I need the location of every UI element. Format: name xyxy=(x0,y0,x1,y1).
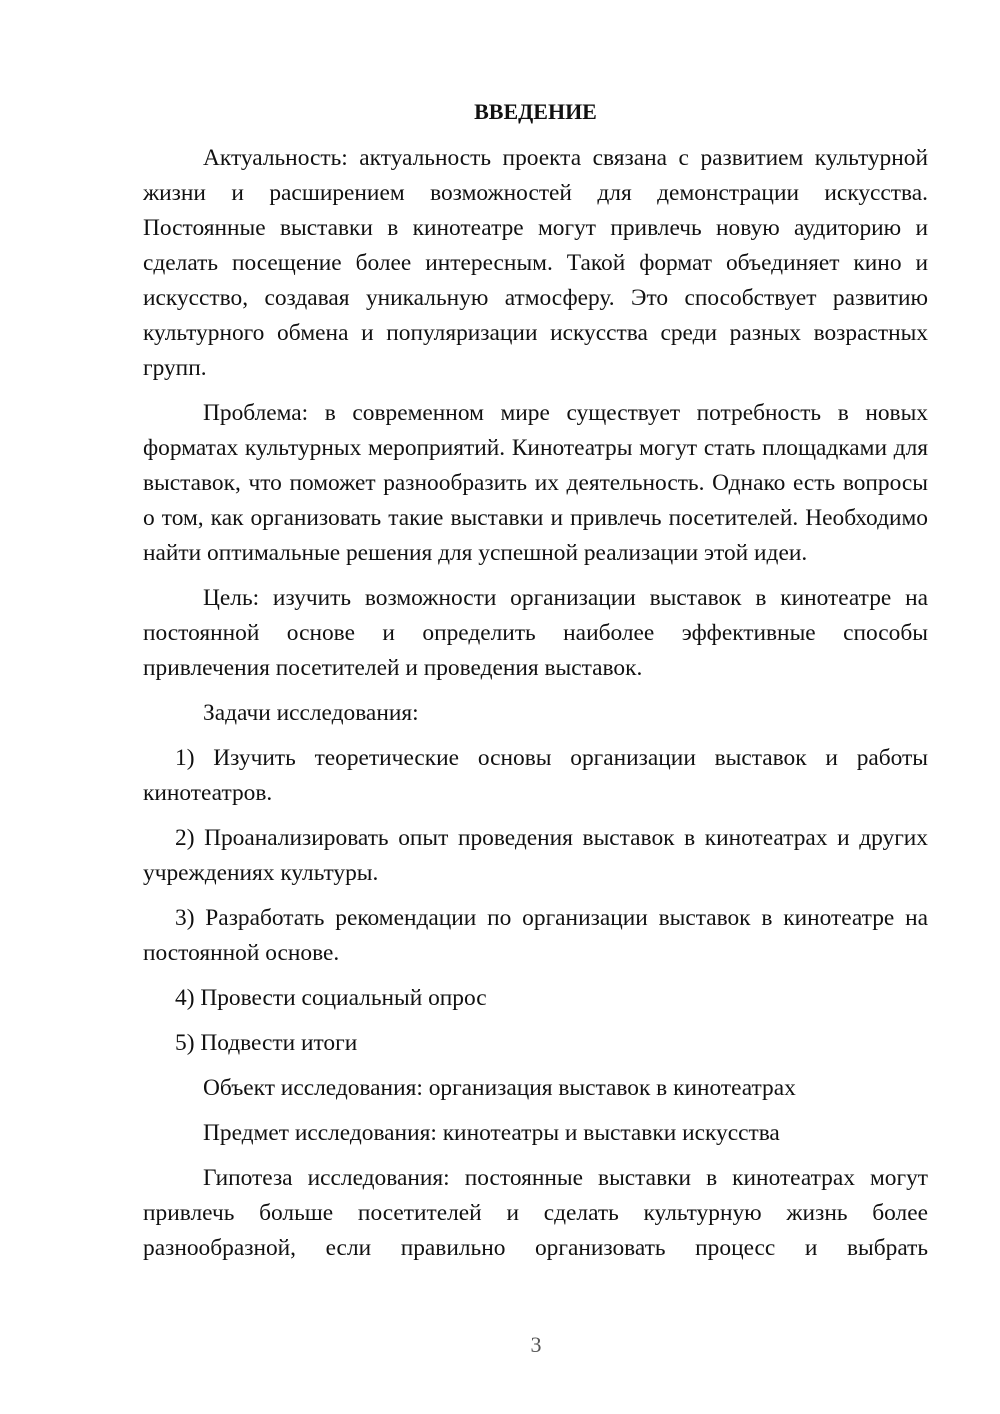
task-item-4: 4) Провести социальный опрос xyxy=(175,985,487,1011)
task-item-3: 3) Разработать рекомендации по организации выставок в кинотеатре на постоянной основе. xyxy=(143,905,928,966)
hypothesis-paragraph: Гипотеза исследования: постоянные выставки в кинотеатрах могут привлечь больше посетителей и сделать культурную жизнь более разнообразной, если правильно организовать процесс и выбрать xyxy=(143,1165,928,1261)
section-heading: ВВЕДЕНИЕ xyxy=(474,99,597,124)
relevance-paragraph: Актуальность: актуальность проекта связана с развитием культурной жизни и расширением возможностей для демонстрации искусства. Постоянные выставки в кинотеатре могут привлечь новую аудиторию и сделать посещение более интересным. Такой формат объединяет кино и искусство, создавая уникальную атмосферу. Это способствует развитию культурного обмена и популяризации искусства среди разных возрастных групп. xyxy=(143,145,928,381)
task-item-2: 2) Проанализировать опыт проведения выставок в кинотеатрах и других учреждениях культуры. xyxy=(143,825,928,886)
page-body xyxy=(143,94,928,1276)
tasks-heading: Задачи исследования: xyxy=(203,700,419,726)
goal-paragraph: Цель: изучить возможности организации выставок в кинотеатре на постоянной основе и определить наиболее эффективные способы привлечения посетителей и проведения выставок. xyxy=(143,585,928,681)
problem-paragraph: Проблема: в современном мире существует потребность в новых форматах культурных мероприятий. Кинотеатры могут стать площадками для выставок, что поможет разнообразить их деятельность. Однако есть вопросы о том, как организовать такие выставки и привлечь посетителей. Необходимо найти оптимальные решения для успешной реализации этой идеи. xyxy=(143,400,928,566)
subject-paragraph: Предмет исследования: кинотеатры и выставки искусства xyxy=(203,1120,780,1146)
object-paragraph: Объект исследования: организация выставок в кинотеатрах xyxy=(203,1075,796,1101)
task-item-1: 1) Изучить теоретические основы организации выставок и работы кинотеатров. xyxy=(143,745,928,806)
page-number: 3 xyxy=(530,1332,542,1357)
task-item-5: 5) Подвести итоги xyxy=(175,1030,358,1056)
